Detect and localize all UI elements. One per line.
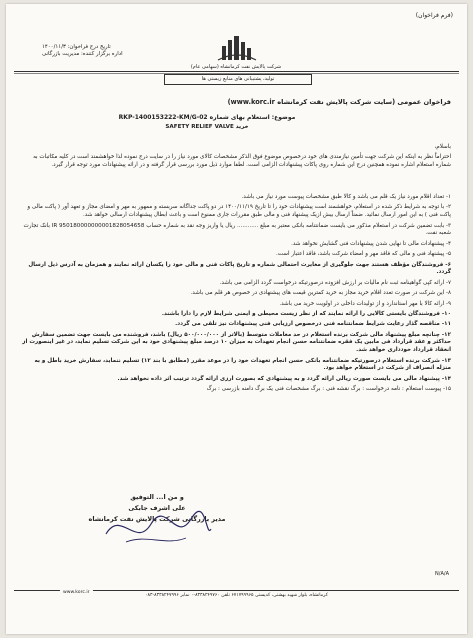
document-page xyxy=(6,4,467,634)
header-divider xyxy=(14,71,459,72)
condition-item: ۱- تعداد اقلام مورد نیاز یک قلم می باشد و کالا طبق مشخصات پیوست مورد نیاز می باشد. xyxy=(241,194,451,200)
condition-item: ۳- بابت تضمین شرکت در استعلام مذکور می بایست ضمانتنامه بانکی معتبر به مبلغ ............ ریال یا واریز وجه نقد به شماره حساب IR 950180000000001828054658 بانک تجارت شعبه نفت. xyxy=(23,222,451,237)
condition-item: ۶- فروشندگان مؤظف هستند جهت جلوگیری از مغایرت احتمالی شماره و تاریخ پاکات فنی و مالی خود را یکسان ارائه نمایند و همزمان به آدرس ذیل ارسال گردد. xyxy=(28,261,451,276)
condition-item: ۲- با توجه به شرایط ذکر شده در استعلام، خواهشمند است پیشنهادات خود را تا تاریخ ۱۴۰۰/۱۱/۱۹ در دو پاکت جداگانه سربسته و ممهور به مهر و امضای مجاز و تعهد آور ( پاکت مالی و پاکت فنی ) به این امور ارسال نمائید. ضمناً ارسال بیش ازیک پیشنهاد فنی و مالی طبق مقررات جاری ممنوع است و باعث ابطال پیشنهادات ارسالی خواهد شد. xyxy=(27,204,451,219)
condition-item: ۴- پیشنهادات مالی تا نهایی شدن پیشنهادات فنی گشایش نخواهد شد. xyxy=(291,240,451,247)
subject-item: خرید SAFETY RELIEF VALVE xyxy=(165,124,249,130)
subject-line: موضوع: استعلام بهای شماره RKP-1400153222-KM/G-02 xyxy=(118,114,296,121)
footer-address: کرمانشاه، بلوار شهید بهشتی، کدپستی ۶۷۱۷۹۹۹۶۵ تلفن ۸۳۳۸۲۴۹۷۶۰-۰ نمابر ۸۳۳۸۲۴۷۹۹۶-۰۸۳ xyxy=(145,593,328,598)
condition-item: ۱۱- مناقصه گذار رعایت شرایط ضمانتنامه فنی درخصوص ارزیابی فنی پیشنهادات نیز تلقی می گردد. xyxy=(175,321,451,328)
condition-item: ۱۵- پیوست استعلام : نامه درخواست : برگ نقشه فنی : برگ مشخصات فنی یک برگ دامنه بازرسی : برگ xyxy=(206,386,451,393)
closing-phrase: و من ا... التوفیق xyxy=(130,493,184,501)
notice-title: فراخوان عمومی (سایت شرکت پالایش نفت کرمانشاه www.korc.ir) xyxy=(227,98,451,106)
condition-item: ۱۳- شرکت برنده استعلام درصورتیکه ضمانتنامه بانکی حسن انجام تعهدات خود را در موعد مقرر (مطابق با بند ۱۲) تسلیم ننماید، سفارش خرید باطل و به منزله انصراف از شرکت در استعلام خواهد بود. xyxy=(34,357,451,372)
condition-item: ۷- ارائه کپی گواهینامه ثبت نام مالیات بر ارزش افزوده درصورتیکه درخواست گردد الزامی می باشد. xyxy=(219,279,451,286)
signer-name: علی اشرف جابکی xyxy=(128,504,186,512)
intro-paragraph: احتراماً نظر به اینکه این شرکت جهت تأمین نیازمندی های خود درخصوص موضوع فوق الذکر مشخصات کالای مورد نیاز را در سایت درج نموده لذا خواهشمند است در کلیه مکاتبات به شماره استعلام اشاره نموده همچنین درج این شماره روی پاکات پیشنهادات الزامی است. لطفا موارد ذیل مورد بررسی قرار گرفته و در ارائه پیشنهادات مورد توجه قرار گیرد. xyxy=(33,154,451,168)
condition-item: ۸- این شرکت در صورت تعدد اقلام خرید مجاز به خرید کمترین قیمت های پیشنهادی در خصوص هر قلم می باشد. xyxy=(190,290,451,297)
signer-title: مدیر بازرگانی شرکت پالایش نفت کرمانشاه xyxy=(88,515,226,523)
form-tag: (فرم فراخوان) xyxy=(415,12,453,19)
condition-item: ۹- ارائه کالا با مهر استاندارد و از تولیدات داخلی در اولویت خرید می باشد. xyxy=(279,300,451,307)
document-code: N/A/A xyxy=(435,571,449,577)
condition-item: ۱۴- پیشنهاد مالی می بایست صورت ریالی ارائه گردد و به پیشنهادی که بصورت ارزی ارائه گردد ترتیب اثر داده نخواهد شد. xyxy=(117,375,451,382)
condition-item: ۵- پیشنهاد فنی و مالی که فاقد مهر و امضاء شرکت باشد، فاقد اعتبار است. xyxy=(276,251,451,258)
handwritten-signature-icon xyxy=(96,504,216,554)
organizer: اداره برگزار کننده: مدیریت بازرگانی xyxy=(42,51,123,57)
department-box: تولید، پشتیبانی های منابع زیستی ها xyxy=(164,74,312,85)
company-name: شرکت پالایش نفت کرمانشاه (سهامی عام) xyxy=(190,64,282,70)
company-logo-icon xyxy=(214,32,260,62)
posting-date: تاریخ درج فراخوان: ۱۴۰۰/۱۱/۳ xyxy=(42,44,111,50)
condition-item: ۱۲- چنانچه مبلغ پیشنهاد مالی شرکت برنده استعلام در حد معاملات متوسط (بالاتر از ۵۰۰/۰۰۰/۰۰۰ ریال) باشد، فروشنده می بایست جهت تضمین سفارش حداکثر و عقد قرارداد فی مابین یک فقره ضمانتنامه حسن انجام تعهدات به میزان ۱۰ درصد مبلغ پیشنهادی خود به این شرکت تسلیم نماید، در غیر اینصورت از انعقاد قرارداد خودداری خواهد شد. xyxy=(22,331,451,354)
conditions-list xyxy=(21,194,451,397)
greeting: باسلام، xyxy=(434,144,451,150)
footer-website: www.korc.ir xyxy=(60,590,93,595)
condition-item: ۱۰- فروشندگان بایستی کالایی را ارائه نمایند که از نظر زیست محیطی و ایمنی شرایط لازم را دارا باشند. xyxy=(161,310,451,317)
